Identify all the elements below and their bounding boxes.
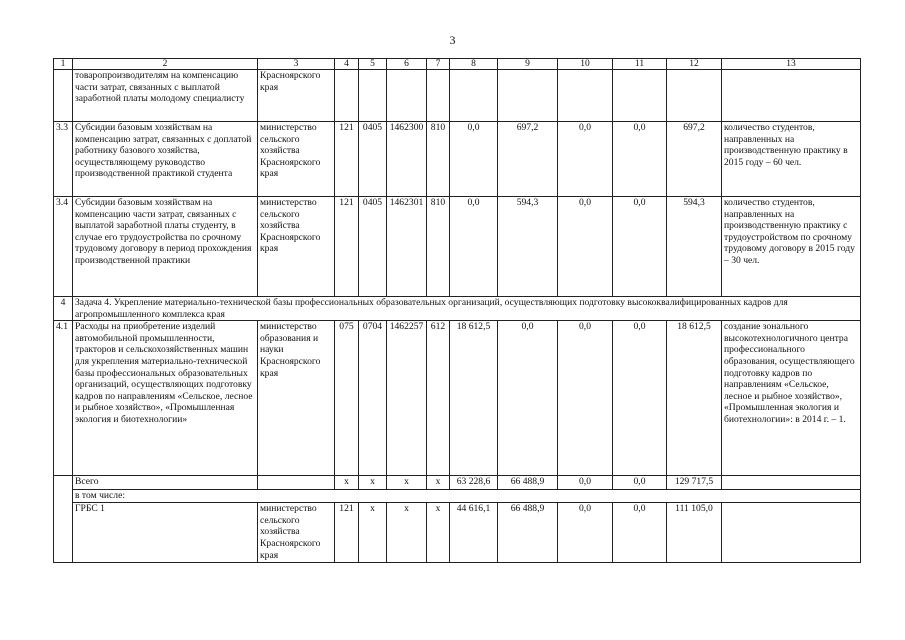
header-cell: 1 [54,59,73,70]
header-cell: 2 [73,59,258,70]
code-vr: 810 [427,197,450,297]
header-cell: 4 [335,59,359,70]
page-number: 3 [449,33,456,47]
code-vr [427,70,450,122]
code-vr: х [427,503,450,563]
amount-year-2: 66 488,9 [498,503,558,563]
grbs-name: министерство сельского хозяйства Красноярского края [258,122,335,197]
amount-total: 697,2 [667,122,722,197]
program-table [53,58,861,563]
amount-year-4 [613,70,667,122]
amount-year-3: 0,0 [558,503,613,563]
amount-year-4: 0,0 [613,321,667,476]
amount-year-2 [498,70,558,122]
total-row [54,476,861,490]
table-row [54,122,861,197]
code-rzpr: х [359,503,387,563]
code-vr: х [427,476,450,490]
amount-year-1: 44 616,1 [450,503,498,563]
amount-year-3: 0,0 [558,122,613,197]
table-row [54,197,861,297]
header-cell: 12 [667,59,722,70]
amount-year-3: 0,0 [558,476,613,490]
amount-total: 129 717,5 [667,476,722,490]
expected-result [722,476,861,490]
expected-result [722,70,861,122]
code-grbs [335,70,359,122]
expected-result: создание зонального высокотехнологичного центра профессионального образования, осуществляющего подготовку кадров по направлениям «Сельское, лесное и рыбное хозяйство», «Промышленная экология и биотехнологии»: в 2014 г. – 1. [722,321,861,476]
expected-result: количество студентов, направленных на производственную практику с трудоустройством по срочному трудовому договору в 2015 году – 30 чел. [722,197,861,297]
amount-year-4: 0,0 [613,476,667,490]
table-row [54,503,861,563]
code-grbs: 121 [335,197,359,297]
grbs-label: ГРБС 1 [73,503,258,563]
expected-result: количество студентов, направленных на производственную практику в 2015 году – 60 чел. [722,122,861,197]
code-csr: 1462300 [387,122,427,197]
grbs-name [258,476,335,490]
grbs-name: министерство сельского хозяйства Красноярского края [258,197,335,297]
total-label: Всего [73,476,258,490]
table-row [54,321,861,476]
amount-year-2: 697,2 [498,122,558,197]
amount-year-2: 0,0 [498,321,558,476]
including-label: в том числе: [73,490,861,503]
code-grbs: 121 [335,122,359,197]
header-cell: 10 [558,59,613,70]
header-cell: 8 [450,59,498,70]
including-row [54,490,861,503]
code-rzpr: 0405 [359,122,387,197]
row-number: 4.1 [54,321,73,476]
amount-year-2: 66 488,9 [498,476,558,490]
code-vr: 810 [427,122,450,197]
table-row [54,70,861,122]
amount-year-1: 0,0 [450,122,498,197]
measure-name: Субсидии базовым хозяйствам на компенсацию затрат, связанных с доплатой работнику базового хозяйства, осуществляющему руководство производственной практикой студента [73,122,258,197]
row-number: 3.4 [54,197,73,297]
amount-year-4: 0,0 [613,197,667,297]
code-grbs: х [335,476,359,490]
amount-year-4: 0,0 [613,122,667,197]
header-cell: 5 [359,59,387,70]
amount-year-3 [558,70,613,122]
code-grbs: 075 [335,321,359,476]
code-csr: 1462301 [387,197,427,297]
code-vr: 612 [427,321,450,476]
amount-total: 111 105,0 [667,503,722,563]
header-cell: 7 [427,59,450,70]
amount-year-3: 0,0 [558,321,613,476]
code-rzpr: х [359,476,387,490]
measure-name: Субсидии базовым хозяйствам на компенсацию части затрат, связанных с выплатой заработной платы студенту, в случае его трудоустройства по срочному трудовому договору в период прохождения производственной практики [73,197,258,297]
task-row [54,297,861,321]
amount-year-1: 0,0 [450,197,498,297]
measure-name: Расходы на приобретение изделий автомобильной промышленности, тракторов и сельскохозяйственных машин для укрепления материально-технической базы профессиональных образовательных организаций, осуществляющих подготовку кадров по направлениям «Сельское, лесное и рыбное хозяйство», «Промышленная экология и биотехнологии» [73,321,258,476]
header-cell: 11 [613,59,667,70]
row-number: 3.3 [54,122,73,197]
code-grbs: 121 [335,503,359,563]
code-rzpr: 0405 [359,197,387,297]
code-rzpr: 0704 [359,321,387,476]
amount-year-4: 0,0 [613,503,667,563]
header-cell: 3 [258,59,335,70]
grbs-name: министерство образования и науки Красноярского края [258,321,335,476]
task-title: Задача 4. Укрепление материально-технической базы профессиональных образовательных организаций, осуществляющих подготовку высококвалифицированных кадров для агропромышленного комплекса края [73,297,861,321]
amount-year-1: 63 228,6 [450,476,498,490]
amount-total: 18 612,5 [667,321,722,476]
grbs-name: Красноярского края [258,70,335,122]
amount-year-1 [450,70,498,122]
header-cell: 9 [498,59,558,70]
grbs-name: министерство сельского хозяйства Красноярского края [258,503,335,563]
row-number [54,70,73,122]
amount-year-3: 0,0 [558,197,613,297]
measure-name: товаропроизводителям на компенсацию части затрат, связанных с выплатой заработной платы молодому специалисту [73,70,258,122]
code-csr: 1462257 [387,321,427,476]
row-number: 4 [54,297,73,321]
code-csr: х [387,503,427,563]
amount-total [667,70,722,122]
amount-year-1: 18 612,5 [450,321,498,476]
amount-year-2: 594,3 [498,197,558,297]
code-csr [387,70,427,122]
header-cell: 6 [387,59,427,70]
amount-total: 594,3 [667,197,722,297]
header-row [54,59,861,70]
header-cell: 13 [722,59,861,70]
expected-result [722,503,861,563]
code-csr: х [387,476,427,490]
code-rzpr [359,70,387,122]
